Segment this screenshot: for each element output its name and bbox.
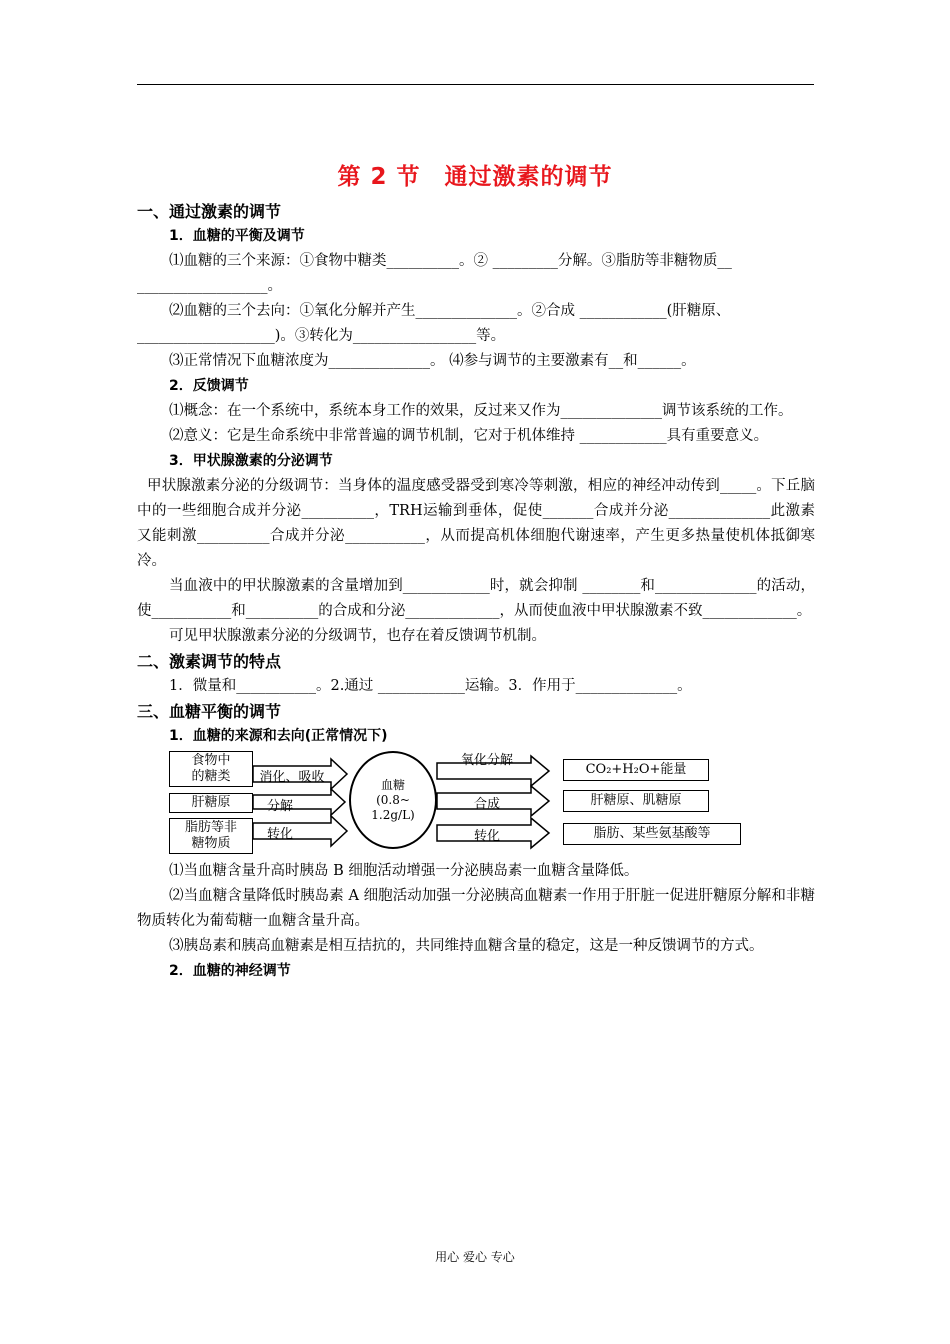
source-food-line2: 的糖类 <box>191 769 231 784</box>
para-feedback-concept: ⑴概念：在一个系统中，系统本身工作的效果，反过来又作为______________调节该系统的工作。 <box>169 403 793 419</box>
section-heading-3: 三、血糖平衡的调节 <box>137 702 282 721</box>
subheading-thyroid: 3．甲状腺激素的分泌调节 <box>169 453 333 469</box>
source-food-sugar-box <box>169 751 253 787</box>
label-convert-out: 转化 <box>473 829 500 844</box>
para-thyroid-conclusion: 可见甲状腺激素分泌的分级调节，也存在着反馈调节机制。 <box>169 628 546 644</box>
output-fat-box: 脂肪、某些氨基酸等 <box>563 823 741 845</box>
center-line3: 1.2g/L) <box>371 807 415 822</box>
para-hormone-features: 1．微量和___________。2.通过 ____________运输。3．作用于______________。 <box>169 678 692 694</box>
page-footer: 用心 爱心 专心 <box>435 1250 515 1264</box>
subheading-neural-regulation: 2．血糖的神经调节 <box>169 963 291 979</box>
source-non-sugar-box <box>169 818 253 854</box>
para-thyroid-hierarchy: 甲状腺激素分泌的分级调节：当身体的温度感受器受到寒冷等刺激，相应的神经冲动传到_____。下丘脑中的一些细胞合成并分泌__________，TRH运输到垂体，促使_______合成并分泌______________此激素 又能刺激__________合成并分泌___________，从而提高机体细胞代谢速率，产生更多热量使机体抵御寒冷。 <box>137 478 815 569</box>
page-title: 第 2 节 通过激素的调节 <box>337 164 613 190</box>
para-feedback-meaning: ⑵意义：它是生命系统中非常普遍的调节机制，它对于机体维持 ____________具有重要意义。 <box>169 428 769 444</box>
output-glycogen-box: 肝糖原、肌糖原 <box>563 790 709 812</box>
subheading-feedback: 2．反馈调节 <box>169 378 249 394</box>
source-non-sugar-line1: 脂肪等非 <box>184 820 237 835</box>
blood-sugar-circle <box>349 751 437 849</box>
source-non-sugar-line2: 糖物质 <box>191 836 231 851</box>
section-heading-1: 一、通过激素的调节 <box>137 202 282 221</box>
blood-sugar-diagram <box>169 749 729 855</box>
header-rule <box>137 84 814 85</box>
source-food-line1: 食物中 <box>191 753 231 768</box>
para-destinations: ⑵血糖的三个去向：①氧化分解并产生______________。②合成 ____________(肝糖原、 <box>169 303 731 319</box>
para-sources: ⑴血糖的三个来源：①食物中糖类__________。② _________分解。③脂肪等非糖物质__ <box>169 253 732 269</box>
document-body <box>137 199 815 984</box>
subheading-sources-destinations: 1．血糖的来源和去向(正常情况下) <box>169 728 388 744</box>
label-digestion: 消化、吸收 <box>259 770 325 785</box>
label-decompose: 分解 <box>266 799 293 814</box>
label-synthesis: 合成 <box>473 797 500 812</box>
label-oxidation: 氧化分解 <box>460 753 513 768</box>
label-convert-in: 转化 <box>266 827 293 842</box>
center-line2: (0.8~ <box>376 792 410 807</box>
subheading-blood-sugar-balance: 1．血糖的平衡及调节 <box>169 228 305 244</box>
para-concentration: ⑶正常情况下血糖浓度为______________。 ⑷参与调节的主要激素有__和______。 <box>169 353 696 369</box>
para-glucagon: ⑵当血糖含量降低时胰岛素 A 细胞活动加强一分泌胰高血糖素一作用于肝脏一促进肝糖原分解和非糖物质转化为葡萄糖一血糖含量升高。 <box>137 888 815 929</box>
output-co2-box: CO₂+H₂O+能量 <box>563 759 709 781</box>
para-sources-cont: __________________。 <box>137 278 282 294</box>
para-insulin: ⑴当血糖含量升高时胰岛 B 细胞活动增强一分泌胰岛素一血糖含量降低。 <box>169 863 639 879</box>
center-line1: 血糖 <box>380 777 405 792</box>
section-heading-2: 二、激素调节的特点 <box>137 652 282 671</box>
para-thyroid-feedback: 当血液中的甲状腺激素的含量增加到____________时，就会抑制 ________和______________的活动，使___________和__________的合成和分泌_____________，从而使血液中甲状腺激素不致_____________。 <box>137 578 815 619</box>
para-destinations-cont: ___________________)。③转化为_________________等。 <box>137 328 506 344</box>
para-antagonism: ⑶胰岛素和胰高血糖素是相互拮抗的，共同维持血糖含量的稳定，这是一种反馈调节的方式。 <box>169 938 764 954</box>
source-liver-glycogen-box: 肝糖原 <box>169 793 253 813</box>
